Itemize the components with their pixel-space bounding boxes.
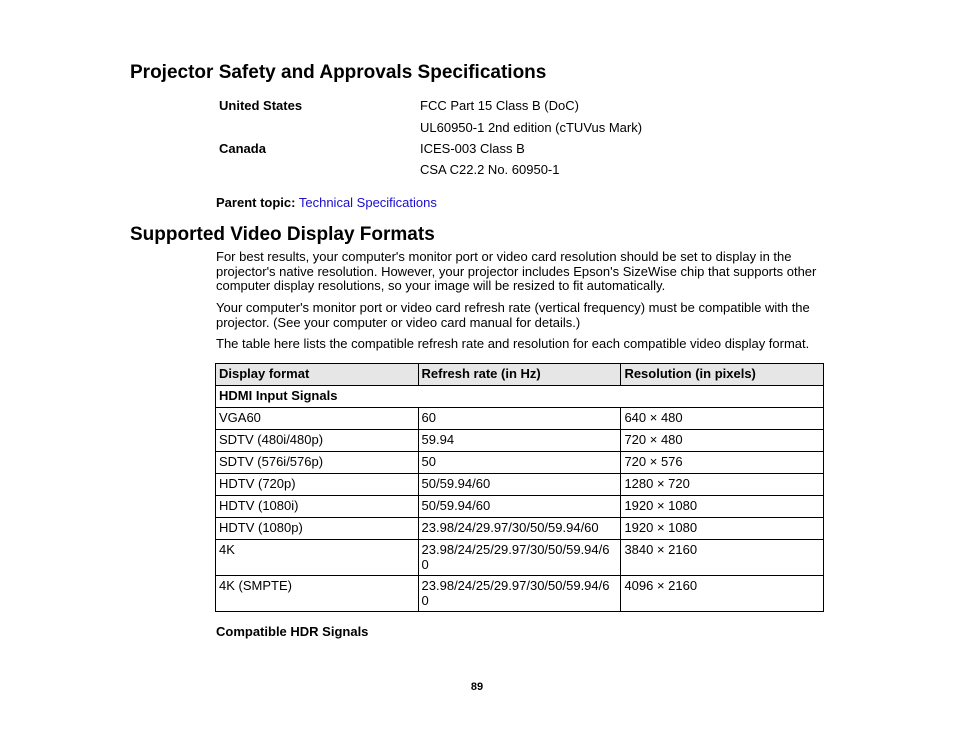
section-title-safety: Projector Safety and Approvals Specifications [130, 62, 547, 83]
table-cell: 720 × 480 [621, 430, 824, 452]
table-cell: 4K [216, 540, 419, 576]
table-cell: 4K (SMPTE) [216, 576, 419, 612]
table-cell: 1920 × 1080 [621, 518, 824, 540]
table-row [216, 518, 824, 540]
spec-value: CSA C22.2 No. 60950-1 [420, 162, 560, 177]
table-cell: 50 [418, 452, 621, 474]
table-cell: SDTV (576i/576p) [216, 452, 419, 474]
table-group-row [216, 386, 824, 408]
table-header-row [216, 364, 824, 386]
intro-paragraph: Your computer's monitor port or video card refresh rate (vertical frequency) must be compatible with the projector. (See your computer or video card manual for details.) [216, 300, 810, 330]
parent-topic-link[interactable]: Technical Specifications [298, 195, 437, 210]
intro-paragraph: For best results, your computer's monitor port or video card resolution should be set to display in the projector's native resolution. However, your projector includes Epson's SizeWise chip that supports other computer display resolutions, so your image will be resized to fit automatically. [216, 249, 817, 293]
table-cell: 59.94 [418, 430, 621, 452]
table-cell: SDTV (480i/480p) [216, 430, 419, 452]
table-cell: HDTV (720p) [216, 474, 419, 496]
table-cell: HDTV (1080i) [216, 496, 419, 518]
table-cell: HDTV (1080p) [216, 518, 419, 540]
intro-paragraph: The table here lists the compatible refresh rate and resolution for each compatible video display format. [216, 336, 810, 351]
spec-value: UL60950-1 2nd edition (cTUVus Mark) [420, 120, 643, 135]
table-row [216, 430, 824, 452]
spec-label: United States [219, 98, 303, 113]
table-cell: 23.98/24/25/29.97/30/50/59.94/6 0 [418, 576, 621, 612]
hdr-signals-heading: Compatible HDR Signals [216, 624, 369, 639]
table-header: Resolution (in pixels) [621, 364, 824, 386]
spec-value: FCC Part 15 Class B (DoC) [420, 98, 579, 113]
table-cell: 50/59.94/60 [418, 474, 621, 496]
table-cell: 1920 × 1080 [621, 496, 824, 518]
table-row [216, 496, 824, 518]
spec-value: ICES-003 Class B [420, 141, 525, 156]
table-cell: 23.98/24/25/29.97/30/50/59.94/6 0 [418, 540, 621, 576]
table-group-label: HDMI Input Signals [216, 386, 824, 408]
table-header: Refresh rate (in Hz) [418, 364, 621, 386]
table-cell: 50/59.94/60 [418, 496, 621, 518]
table-header: Display format [216, 364, 419, 386]
table-cell: 23.98/24/29.97/30/50/59.94/60 [418, 518, 621, 540]
table-cell: VGA60 [216, 408, 419, 430]
page-number: 89 [470, 681, 484, 693]
table-cell: 60 [418, 408, 621, 430]
parent-topic [216, 195, 437, 210]
table-cell: 1280 × 720 [621, 474, 824, 496]
video-format-table [215, 363, 824, 612]
parent-topic-label: Parent topic: [216, 195, 296, 210]
table-cell: 3840 × 2160 [621, 540, 824, 576]
table-row [216, 474, 824, 496]
table-row [216, 540, 824, 576]
table-row [216, 452, 824, 474]
table-cell: 720 × 576 [621, 452, 824, 474]
table-cell: 640 × 480 [621, 408, 824, 430]
table-row [216, 408, 824, 430]
table-cell: 4096 × 2160 [621, 576, 824, 612]
section-title-video-formats: Supported Video Display Formats [130, 224, 435, 245]
spec-label: Canada [219, 141, 266, 156]
table-row [216, 576, 824, 612]
